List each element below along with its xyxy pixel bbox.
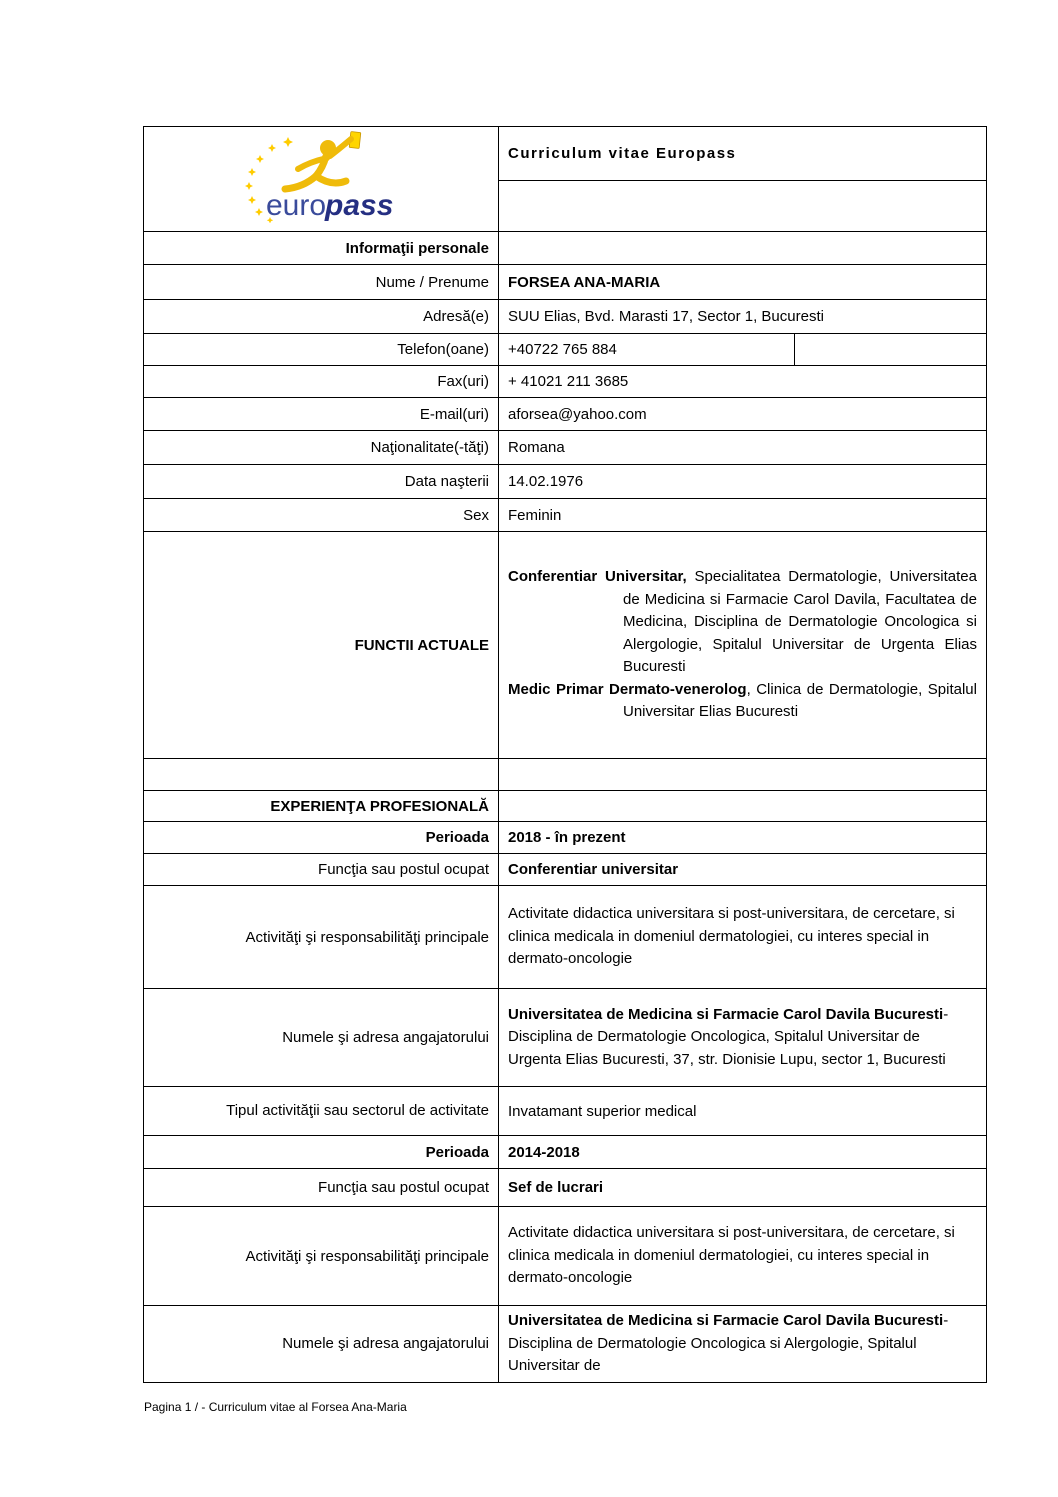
field-label-nationalitate: Naţionalitate(-tăţi) [144, 431, 499, 465]
job1-tipul-value: Invatamant superior medical [499, 1087, 987, 1136]
functii-p2-rest: , Clinica de Dermatologie, Spitalul Universitar Elias Bucuresti [623, 680, 977, 721]
cv-table [143, 126, 987, 1383]
field-value-nationalitate: Romana [499, 431, 987, 465]
europass-logo-graphic [232, 131, 410, 223]
section-informatii-personale: Informaţii personale [144, 232, 499, 265]
logo-text-euro: euro [266, 189, 327, 222]
empty-cell [499, 791, 987, 822]
field-value-email: aforsea@yahoo.com [499, 398, 987, 431]
job2-functia-label: Funcţia sau postul ocupat [144, 1169, 499, 1207]
job2-perioada-value: 2014-2018 [499, 1136, 987, 1169]
functii-paragraph-1 [508, 566, 977, 679]
job2-angajator-label: Numele şi adresa angajatorului [144, 1306, 499, 1383]
field-value-adresa: SUU Elias, Bvd. Marasti 17, Sector 1, Bucuresti [499, 300, 987, 334]
section-experienta-profesionala: EXPERIENŢA PROFESIONALĂ [144, 791, 499, 822]
job2-perioada-label: Perioada [144, 1136, 499, 1169]
job2-angajator-rest: - Disciplina de Dermatologie Oncologica si Alergologie, Spitalul Universitar de [508, 1312, 949, 1374]
job1-tipul-label: Tipul activităţii sau sectorul de activitate [144, 1087, 499, 1136]
job2-angajator-bold: Universitatea de Medicina si Farmacie Carol Davila Bucuresti [508, 1312, 944, 1329]
job1-perioada-value: 2018 - în prezent [499, 822, 987, 854]
field-value-telefon: +40722 765 884 [499, 334, 795, 366]
empty-cell [499, 232, 987, 265]
functii-p2-bold: Medic Primar Dermato-venerolog [508, 680, 747, 698]
job1-angajator-bold: Universitatea de Medicina si Farmacie Carol Davila Bucuresti [508, 1005, 944, 1023]
europass-logo [232, 131, 410, 222]
field-value-nume: FORSEA ANA-MARIA [499, 265, 987, 300]
empty-cell [499, 759, 987, 791]
field-label-adresa: Adresă(e) [144, 300, 499, 334]
functii-paragraph-2 [508, 679, 977, 724]
job2-functia-value: Sef de lucrari [499, 1169, 987, 1207]
field-label-sex: Sex [144, 499, 499, 532]
job1-angajator-label: Numele şi adresa angajatorului [144, 989, 499, 1087]
functii-p1-bold: Conferentiar Universitar, [508, 568, 687, 586]
empty-cell [144, 759, 499, 791]
job1-functia-label: Funcţia sau postul ocupat [144, 854, 499, 886]
field-label-data-nasterii: Data naşterii [144, 465, 499, 499]
field-label-telefon: Telefon(oane) [144, 334, 499, 366]
job1-activitati-label: Activităţi şi responsabilităţi principale [144, 886, 499, 989]
job1-angajator-value [499, 989, 987, 1087]
field-label-email: E-mail(uri) [144, 398, 499, 431]
field-label-nume: Nume / Prenume [144, 265, 499, 300]
field-label-fax: Fax(uri) [144, 366, 499, 398]
job1-angajator-rest: - Disciplina de Dermatologie Oncologica, Spitalul Universitar de Urgenta Elias Bucuresti, 37, str. Dionisie Lupu, sector 1, Bucuresti [508, 1005, 949, 1068]
telefon-extra-cell [795, 334, 987, 366]
job2-activitati-value: Activitate didactica universitara si post-universitara, de cercetare, si clinica medicala in domeniul dermatologiei, cu interes special in dermato-oncologie [499, 1207, 987, 1306]
page-footer: Pagina 1 / - Curriculum vitae al Forsea Ana-Maria [144, 1400, 407, 1414]
page-title: Curriculum vitae Europass [499, 127, 987, 181]
job1-perioada-label: Perioada [144, 822, 499, 854]
europass-figure-icon [285, 132, 361, 189]
field-value-sex: Feminin [499, 499, 987, 532]
job1-activitati-value: Activitate didactica universitara si post-universitara, de cercetare, si clinica medicala in domeniul dermatologiei, cu interes special in dermato-oncologie [499, 886, 987, 989]
logo-text-pass: pass [325, 189, 394, 222]
job1-functia-value: Conferentiar universitar [499, 854, 987, 886]
functii-p1-rest: Specialitatea Dermatologie, Universitatea de Medicina si Farmacie Carol Davila, Facultatea de Medicina, Disciplina de Dermatologie Oncologica si Alergologie, Spitalul Universitar de Urgenta Elias Bucuresti [623, 568, 977, 676]
functii-actuale-text [499, 532, 987, 759]
section-functii-actuale: FUNCTII ACTUALE [144, 532, 499, 759]
job2-angajator-value [499, 1306, 987, 1383]
field-value-data-nasterii: 14.02.1976 [499, 465, 987, 499]
field-value-fax: + 41021 211 3685 [499, 366, 987, 398]
logo-cell [144, 127, 499, 232]
header-empty-cell [499, 180, 987, 231]
job2-activitati-label: Activităţi şi responsabilităţi principale [144, 1207, 499, 1306]
